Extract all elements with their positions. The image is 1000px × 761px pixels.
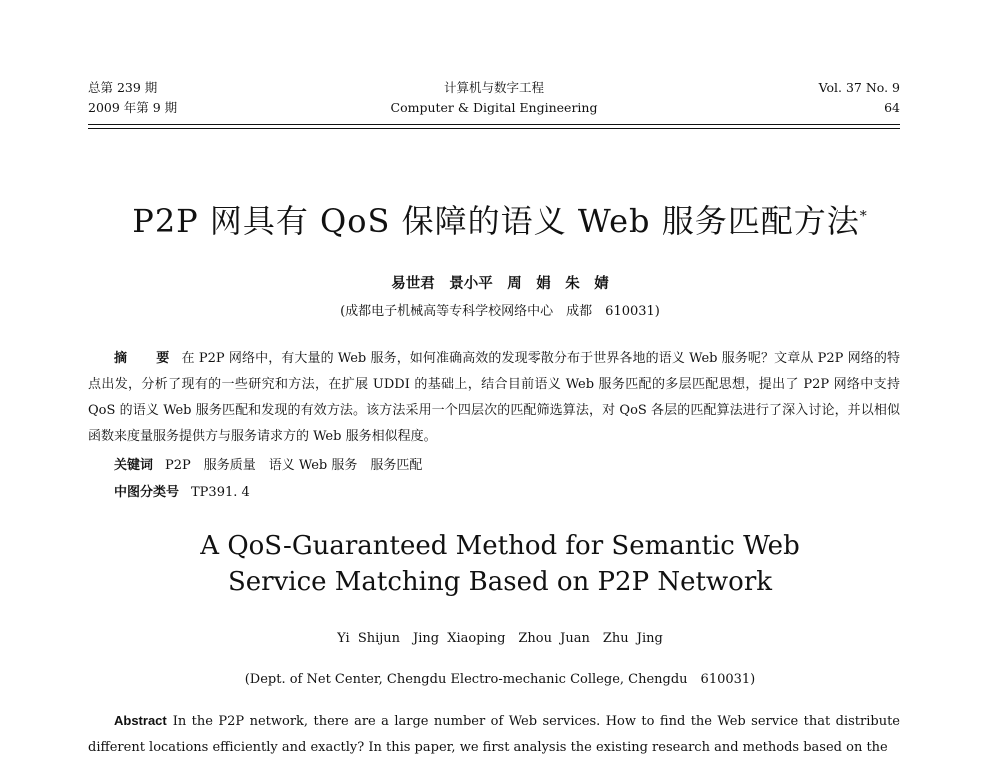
paper-title-cn	[60, 196, 940, 242]
title-en-line1: A QoS-Guaranteed Method for Semantic Web	[200, 531, 800, 561]
classification-number	[114, 481, 250, 500]
authors-cn: 易世君 景小平 周 娟 朱 婧	[391, 275, 609, 292]
abstract-cn-label: 摘 要	[114, 351, 178, 366]
abstract-en-label: Abstract	[114, 713, 167, 728]
volume-info	[819, 78, 900, 118]
paper-title-en	[0, 528, 1000, 600]
title-en-line2: Service Matching Based on P2P Network	[227, 567, 773, 597]
abstract-en-text: In the P2P network, there are a large number of Web services. How to find the Web service that distribute different locations efficiently and exactly? In this paper, we first analysis the existing research and methods based on the	[88, 714, 900, 755]
journal-name	[88, 78, 900, 118]
abstract-cn	[88, 346, 900, 450]
journal-name-cn: 计算机与数字工程	[443, 80, 544, 95]
issue-year: 2009 年第 9 期	[88, 100, 178, 115]
authors-en: Yi Shijun Jing Xiaoping Zhou Juan Zhu Jing	[337, 631, 663, 646]
abstract-en	[88, 708, 900, 761]
abstract-cn-text: 在 P2P 网络中，有大量的 Web 服务，如何准确高效的发现零散分布于世界各地的语义 Web 服务呢？文章从 P2P 网络的特点出发，分析了现有的一些研究和方法，在扩展 UDDI 的基础上，结合目前语义 Web 服务匹配的多层匹配思想，提出了 P2P 网络中支持 QoS 的语义 Web 服务匹配和发现的有效方法。该方法采用一个四层次的匹配筛选算法，对 QoS 各层的匹配算法进行了深入讨论，并以相似函数来度量服务提供方与服务请求方的 Web 服务相似程度。	[88, 351, 900, 444]
keywords-label: 关键词	[114, 458, 154, 473]
volume-number: Vol. 37 No. 9	[818, 80, 900, 95]
affiliation-cn: (成都电子机械高等专科学校网络中心 成都 610031)	[340, 304, 660, 319]
issue-total: 总第 239 期	[88, 80, 158, 95]
keywords-text: P2P 服务质量 语义 Web 服务 服务匹配	[165, 458, 423, 473]
header-rule-thin	[88, 128, 900, 129]
title-footnote-mark: *	[859, 208, 868, 225]
running-header	[88, 78, 900, 122]
title-cn-text: P2P 网具有 QoS 保障的语义 Web 服务匹配方法	[132, 202, 860, 240]
clc-text: TP391. 4	[191, 485, 250, 500]
journal-name-en: Computer & Digital Engineering	[390, 100, 598, 115]
page-number: 64	[884, 100, 900, 115]
affiliation-en: (Dept. of Net Center, Chengdu Electro-mechanic College, Chengdu 610031)	[244, 672, 756, 687]
keywords-cn	[114, 454, 422, 473]
clc-label: 中图分类号	[114, 485, 180, 500]
header-rule-thick	[88, 124, 900, 125]
